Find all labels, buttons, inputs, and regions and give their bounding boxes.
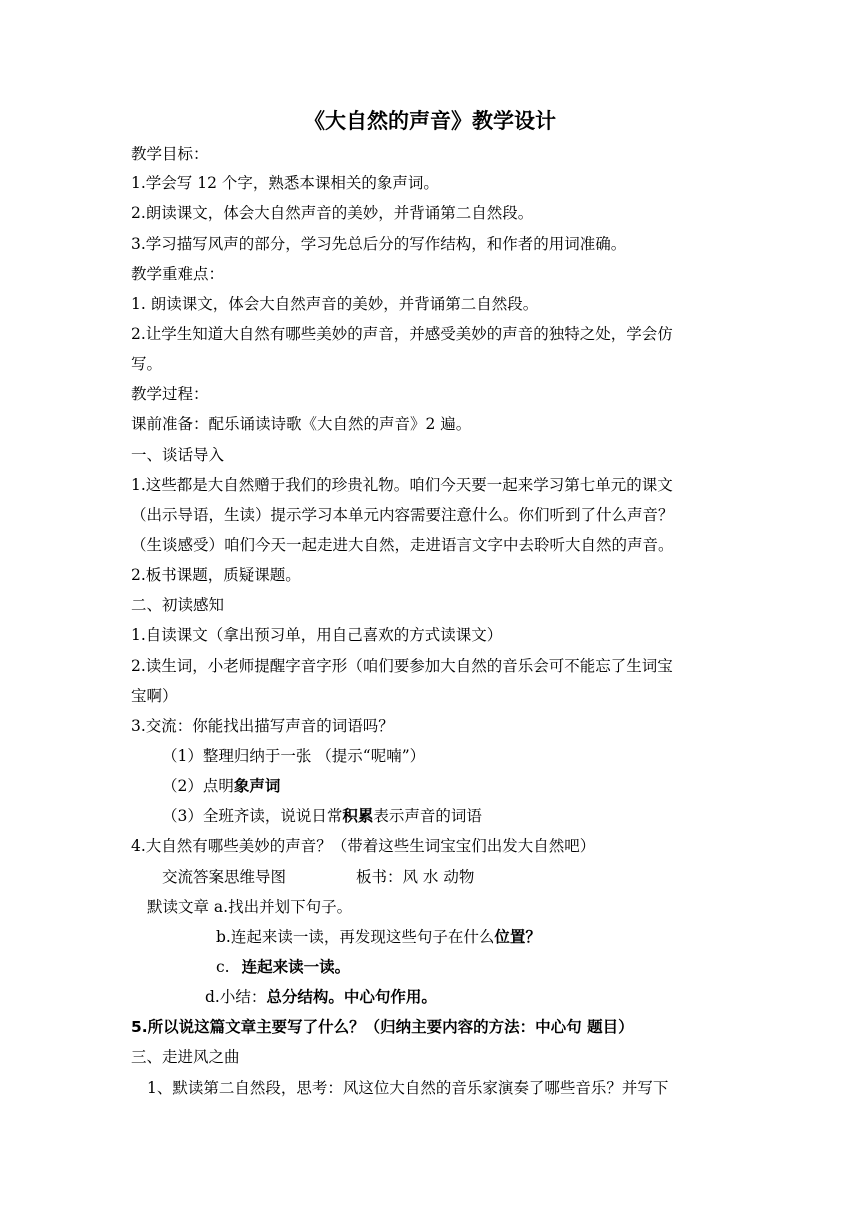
document-title: 《大自然的声音》教学设计 [304, 109, 556, 133]
heading-key-points: 教学重难点： [131, 265, 225, 283]
step-c-bold: 连起来读一读。 [241, 958, 351, 976]
section-2-line-3: 3.交流：你能找出描写声音的词语吗？ [131, 717, 394, 735]
mindmap-line: 交流答案思维导图 [162, 868, 287, 886]
blackboard-line: 板书：风 水 动物 [356, 868, 475, 886]
section-1-line-2: （出示导语，生读）提示学习本单元内容需要注意什么。你们听到了什么声音？ [131, 506, 674, 524]
sub-item-1: （1）整理归纳于一张 （提示“呢喃”） [162, 747, 426, 765]
sub-item-2-bold: 象声词 [233, 777, 281, 795]
step-b-bold: 位置？ [494, 928, 541, 946]
section-2-line-2-cont: 宝啊） [131, 687, 178, 705]
step-d-bold: 总分结构。中心句作用。 [266, 988, 437, 1006]
section-3-line-1: 1、默读第二自然段，思考：风这位大自然的音乐家演奏了哪些音乐？并写下 [147, 1079, 669, 1097]
key-point-line-2: 2.让学生知道大自然有哪些美妙的声音，并感受美妙的声音的独特之处，学会仿 [131, 325, 673, 343]
sub-item-3-bold: 积累 [342, 807, 374, 825]
section-1-line-4: 2.板书课题，质疑课题。 [131, 566, 301, 584]
sub-item-2 [162, 774, 280, 798]
section-2-line-2: 2.读生词，小老师提醒字音字形（咱们要参加大自然的音乐会可不能忘了生词宝 [131, 657, 673, 675]
section-1-heading: 一、谈话导入 [131, 446, 225, 464]
sub-item-3 [162, 804, 482, 828]
section-2-line-5: 5.所以说这篇文章主要写了什么？（归纳主要内容的方法：中心句 题目） [131, 1018, 634, 1036]
goal-line-1: 1.学会写 12 个字，熟悉本课相关的象声词。 [131, 174, 439, 192]
sub-item-3-text-b: 表示声音的词语 [373, 807, 482, 825]
key-point-line-2-cont: 写。 [131, 355, 163, 373]
section-1-line-3: （生谈感受）咱们今天一起走进大自然，走进语言文字中去聆听大自然的声音。 [131, 536, 674, 554]
silent-read-line: 默读文章 a.找出并划下句子。 [147, 898, 353, 916]
step-d-label: d.小结： [205, 988, 267, 1006]
section-2-line-1: 1.自读课文（拿出预习单，用自己喜欢的方式读课文） [131, 626, 503, 644]
step-d-line [205, 985, 437, 1009]
step-b-text: b.连起来读一读，再发现这些句子在什么 [216, 928, 495, 946]
section-1-line-1: 1.这些都是大自然赠于我们的珍贵礼物。咱们今天要一起来学习第七单元的课文 [131, 476, 673, 494]
step-c-line [216, 955, 350, 979]
preparation-line: 课前准备：配乐诵读诗歌《大自然的声音》2 遍。 [131, 415, 472, 433]
step-b-line [216, 925, 541, 949]
goal-line-3: 3.学习描写风声的部分，学习先总后分的写作结构，和作者的用词准确。 [131, 235, 627, 253]
sub-item-3-text-a: （3）全班齐读，说说日常 [162, 807, 343, 825]
key-point-line-1: 1. 朗读课文，体会大自然声音的美妙，并背诵第二自然段。 [131, 295, 539, 313]
section-3-heading: 三、走进风之曲 [131, 1048, 240, 1066]
goal-line-2: 2.朗读课文，体会大自然声音的美妙，并背诵第二自然段。 [131, 204, 534, 222]
heading-process: 教学过程： [131, 385, 209, 403]
section-2-line-4: 4.大自然有哪些美妙的声音？（带着这些生词宝宝们出发大自然吧） [131, 837, 596, 855]
sub-item-2-text: （2）点明 [162, 777, 234, 795]
step-c-label: c. [216, 958, 230, 976]
heading-teaching-goals: 教学目标： [131, 145, 209, 163]
section-2-heading: 二、初读感知 [131, 596, 225, 614]
